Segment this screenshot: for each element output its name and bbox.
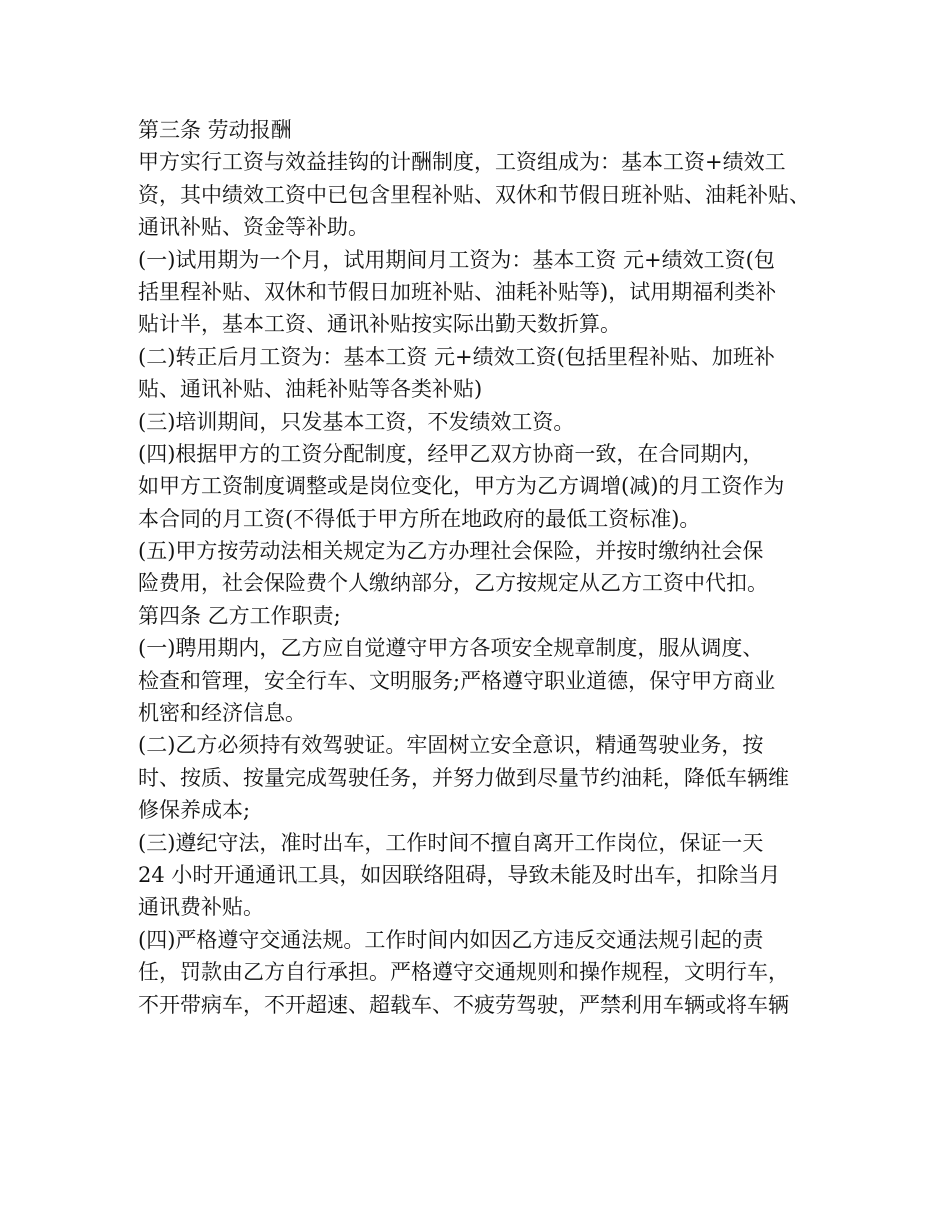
text-line: 第三条 劳动报酬 [138, 118, 292, 142]
text-line: 检查和管理，安全行车、文明服务;严格遵守职业道德，保守甲方商业 [138, 668, 776, 693]
text-line: 时、按质、按量完成驾驶任务，并努力做到尽量节约油耗，降低车辆维 [138, 765, 789, 790]
text-line: 通讯费补贴。 [138, 895, 264, 920]
text-line: 甲方实行工资与效益挂钩的计酬制度，工资组成为：基本工资+绩效工 [138, 150, 786, 175]
text-line: 第四条 乙方工作职责; [138, 603, 341, 628]
text-line: 括里程补贴、双休和节假日加班补贴、油耗补贴等)，试用期福利类补 [138, 279, 777, 304]
text-line: 如甲方工资制度调整或是岗位变化，甲方为乙方调增(减)的月工资作为 [138, 474, 785, 499]
text-line: 本合同的月工资(不得低于甲方所在地政府的最低工资标准)。 [138, 506, 701, 531]
text-line: (四)严格遵守交通法规。工作时间内如因乙方违反交通法规引起的责 [138, 927, 764, 952]
text-line: 24 小时开通通讯工具，如因联络阻碍，导致未能及时出车，扣除当月 [138, 862, 781, 887]
text-line: 通讯补贴、资金等补助。 [138, 215, 369, 240]
text-line: (二)乙方必须持有效驾驶证。牢固树立安全意识，精通驾驶业务，按 [138, 733, 764, 758]
text-line: (三)遵纪守法，准时出车，工作时间不擅自离开工作岗位，保证一天 [138, 830, 764, 855]
text-line: (四)根据甲方的工资分配制度，经甲乙双方协商一致，在合同期内， [138, 441, 764, 466]
text-line: 修保养成本; [138, 798, 251, 823]
text-line: (一)聘用期内，乙方应自觉遵守甲方各项安全规章制度，服从调度、 [138, 636, 764, 661]
text-line: 险费用，社会保险费个人缴纳部分，乙方按规定从乙方工资中代扣。 [138, 571, 768, 596]
text-line: 不开带病车，不开超速、超载车、不疲劳驾驶，严禁利用车辆或将车辆 [138, 992, 789, 1017]
text-line: 任，罚款由乙方自行承担。严格遵守交通规则和操作规程，文明行车， [138, 960, 789, 985]
text-line: (一)试用期为一个月，试用期间月工资为：基本工资 元+绩效工资(包 [138, 247, 775, 272]
text-line: (二)转正后月工资为：基本工资 元+绩效工资(包括里程补贴、加班补 [138, 344, 775, 369]
text-line: (五)甲方按劳动法相关规定为乙方办理社会保险，并按时缴纳社会保 [138, 539, 764, 564]
text-line: (三)培训期间，只发基本工资，不发绩效工资。 [138, 409, 575, 434]
text-line: 资，其中绩效工资中已包含里程补贴、双休和节假日班补贴、油耗补贴、 [138, 182, 810, 207]
text-line: 贴计半，基本工资、通讯补贴按实际出勤天数折算。 [138, 312, 621, 337]
contract-text-block [138, 114, 828, 1021]
text-line: 机密和经济信息。 [138, 701, 306, 726]
text-line: 贴、通讯补贴、油耗补贴等各类补贴) [138, 377, 483, 402]
